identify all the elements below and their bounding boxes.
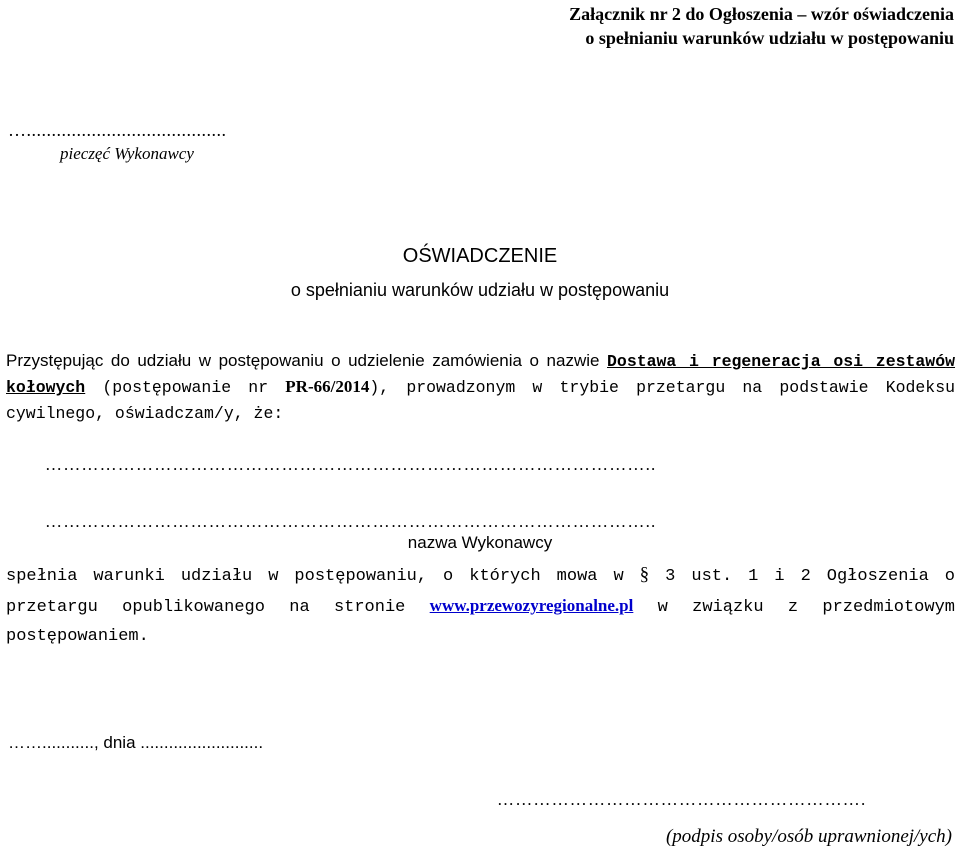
date-line: ……..........., dnia .......................... bbox=[8, 733, 264, 752]
contractor-dots-line-2: ……………………………………………………………………………………….. bbox=[45, 512, 657, 531]
conditions-paragraph bbox=[6, 560, 955, 651]
document-title: OŚWIADCZENIE bbox=[402, 245, 558, 267]
stamp-dots: …........................................ bbox=[8, 120, 227, 140]
contract-name: Dostawa i regeneracja osi zestawów kołowych bbox=[6, 352, 956, 397]
signature-dots: ……………………………………………………. bbox=[497, 790, 867, 809]
header-line-2: o spełnianiu warunków udziału w postępowaniu bbox=[585, 28, 954, 48]
section-sign: § bbox=[639, 564, 650, 585]
contractor-dots-line-1: ……………………………………………………………………………………….. bbox=[45, 455, 657, 474]
signature-label: (podpis osoby/osób uprawnionej/ych) bbox=[665, 826, 952, 847]
conditions-part-1: spełnia warunki udziału w postępowaniu, o których mowa w bbox=[6, 567, 640, 586]
procedure-number: PR-66/2014 bbox=[285, 377, 370, 396]
contractor-name-label: nazwa Wykonawcy bbox=[407, 533, 553, 552]
conditions-part-3: w związku z przedmiotowym postępowaniem. bbox=[6, 598, 955, 646]
document-header bbox=[569, 2, 954, 50]
conditions-part-2: 3 ust. 1 i 2 Ogłoszenia o przetargu opublikowanego na stronie bbox=[6, 567, 955, 617]
document-subtitle: o spełnianiu warunków udziału w postępowaniu bbox=[290, 280, 670, 300]
declaration-paragraph bbox=[6, 348, 955, 426]
website-link[interactable]: www.przewozyregionalne.pl bbox=[429, 596, 634, 615]
procedure-prefix: (postępowanie nr bbox=[85, 378, 286, 397]
stamp-label: pieczęć Wykonawcy bbox=[60, 144, 194, 163]
paragraph-rest: ), prowadzonym w trybie przetargu na podstawie Kodeksu cywilnego, oświadczam/y, że: bbox=[6, 378, 955, 423]
header-line-1: Załącznik nr 2 do Ogłoszenia – wzór oświadczenia bbox=[569, 4, 954, 24]
intro-text: Przystępując do udziału w postępowaniu o udzielenie zamówienia o nazwie bbox=[6, 351, 608, 370]
